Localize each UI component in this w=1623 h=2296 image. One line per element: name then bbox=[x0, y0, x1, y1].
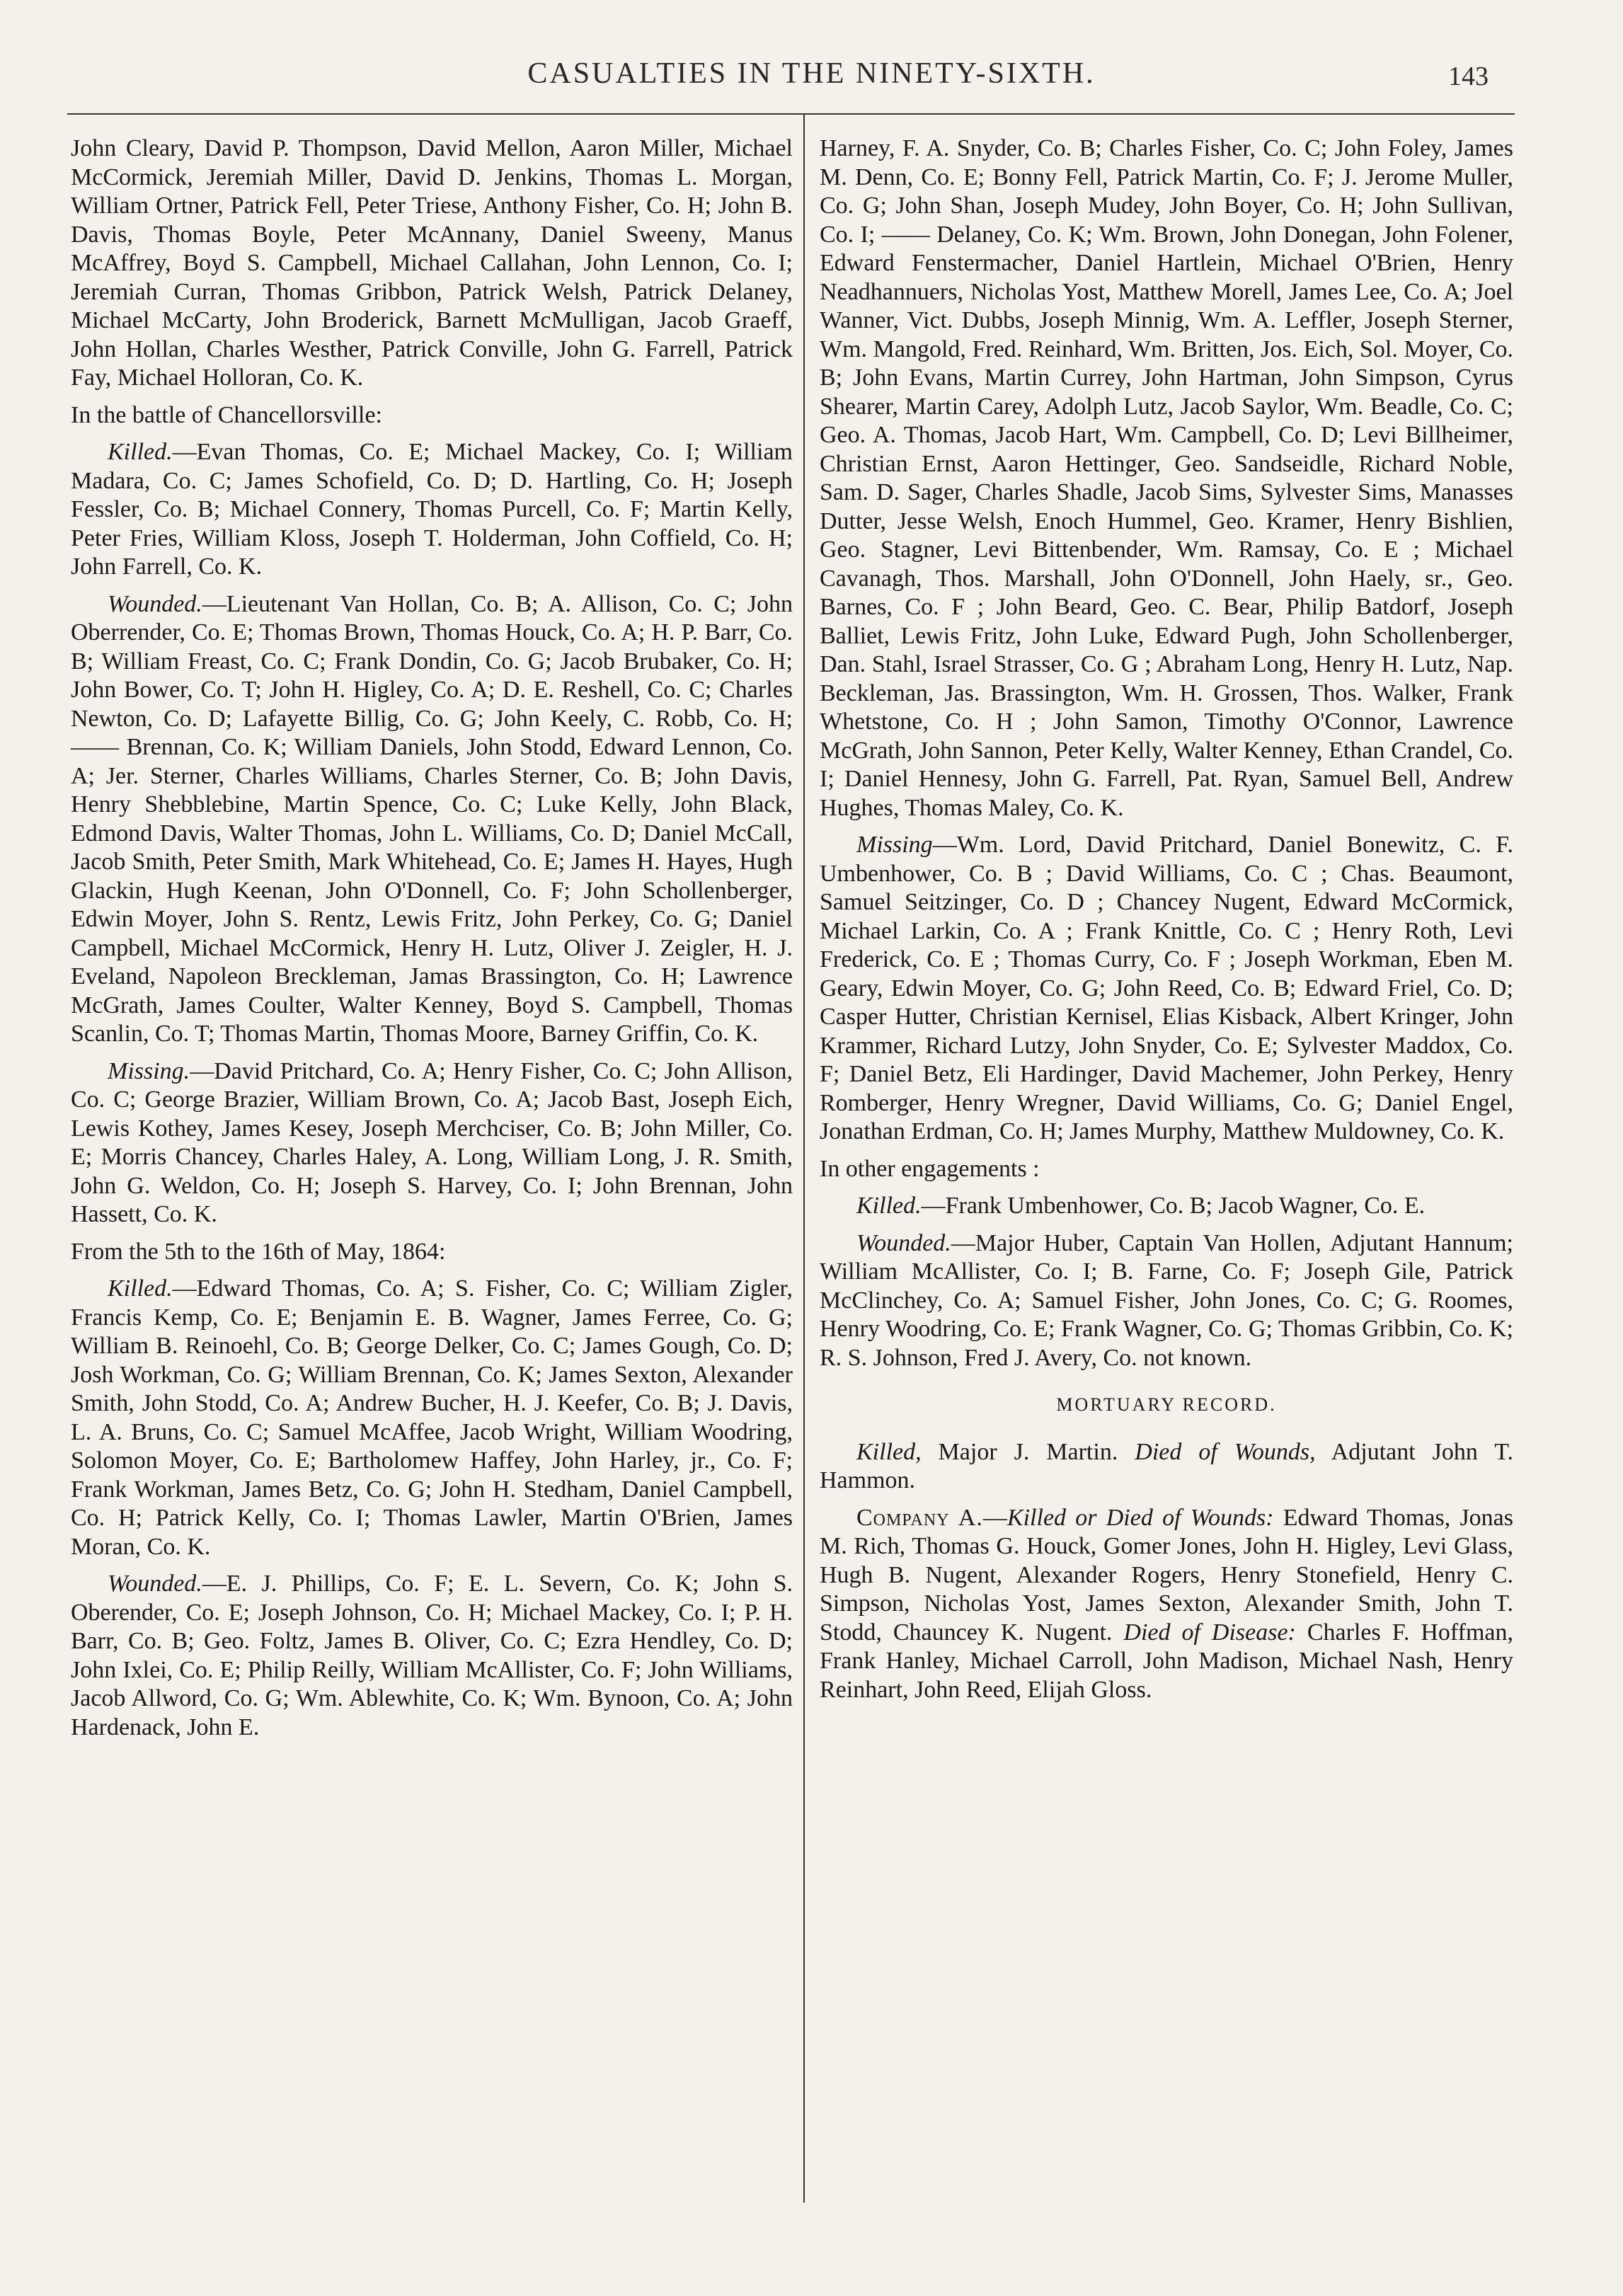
company-a-label: Company A. bbox=[856, 1504, 983, 1531]
killed-label: Killed. bbox=[108, 439, 173, 465]
company-a-killed-text: Edward Thomas, Jonas M. Rich, Thomas G. Houck, Gomer Jones, John H. Higley, Levi Glass, Hugh B. Nugent, Alexander Rogers, Henry Stonefield, Henry C. Simpson, Nicholas Yost, James Sexton, Alexander Smith, John T. Stodd, Chauncey K. Nugent. bbox=[820, 1504, 1513, 1646]
paragraph-continuation bbox=[71, 134, 793, 393]
mortuary-record-heading: MORTUARY RECORD. bbox=[1056, 1394, 1277, 1415]
section-heading-may: From the 5th to the 16th of May, 1864: bbox=[71, 1238, 446, 1265]
paragraph-missing bbox=[71, 1057, 793, 1229]
paragraph-wounded bbox=[71, 590, 793, 1049]
running-header bbox=[0, 50, 1623, 106]
other-wounded-label: Wounded. bbox=[856, 1229, 951, 1256]
running-title: CASUALTIES IN THE NINETY-SIXTH. bbox=[527, 57, 1096, 90]
missing-label: Missing. bbox=[108, 1057, 190, 1084]
mortuary-killed-text: Major J. Martin. bbox=[921, 1438, 1135, 1465]
may-wounded-text: —E. J. Phillips, Co. F; E. L. Severn, Co. K; John S. Oberender, Co. E; Joseph Johnson, Co. H; Michael Mackey, Co. I; P. H. Barr, Co. B; Geo. Foltz, James B. Oliver, Co. C; Ezra Hendley, Co. D; John Ixlei, Co. E; Philip Reilly, William McAllister, Co. F; John Williams, Jacob Allword, Co. G; Wm. Ablewhite, Co. K; Wm. Bynoon, Co. A; John Hardenack, John E. bbox=[71, 1571, 793, 1740]
paragraph-text: John Cleary, David P. Thompson, David Mellon, Aaron Miller, Michael McCormick, Jeremiah Miller, David D. Jenkins, Thomas L. Morgan, William Ortner, Patrick Fell, Peter Triese, Anthony Fisher, Co. H; John B. Davis, Thomas Boyle, Peter McAnnany, Daniel Sweeny, Manus McAffrey, Boyd S. Campbell, Michael Callahan, John Lennon, Co. I; Jeremiah Curran, Thomas Gribbon, Patrick Welsh, Patrick Delaney, Michael McCarty, John Broderick, Barnett McMulligan, Jacob Graeff, John Hollan, Charles Westher, Patrick Conville, John G. Farrell, Patrick Fay, Michael Holloran, Co. K. bbox=[71, 135, 793, 391]
paragraph-text: Harney, F. A. Snyder, Co. B; Charles Fisher, Co. C; John Foley, James M. Denn, Co. E; Bonny Fell, Patrick Martin, Co. F; J. Jerome Muller, Co. G; John Shan, Joseph Mudey, John Boyer, Co. H; John Sullivan, Co. I; —— Delaney, Co. K; Wm. Brown, John Donegan, John Folener, Edward Fenstermacher, Daniel Hartlein, Michael O'Brien, Henry Neadhannuers, Nicholas Yost, Matthew Morell, James Lee, Co. A; Joel Wanner, Vict. Dubbs, Joseph Minnig, Wm. A. Leffler, Joseph Sterner, Wm. Mangold, Fred. Reinhard, Wm. Britten, Jos. Eich, Sol. Moyer, Co. B; John Evans, Martin Currey, John Hartman, John Simpson, Cyrus Shearer, Martin Carey, Adolph Lutz, Jacob Saylor, Wm. Beadle, Co. C; Geo. A. Thomas, Jacob Hart, Wm. Campbell, Co. D; Levi Billheimer, Christian Ernst, Aaron Hettinger, Geo. Sandseidle, Richard Noble, Sam. D. Sager, Charles Shadle, Jacob Sims, Sylvester Sims, Manasses Dutter, Jesse Welsh, Enoch Hummel, Geo. Kramer, Henry Bishlien, Geo. Stagner, Levi Bittenbender, Wm. Ramsay, Co. E ; Michael Cavanagh, Thos. Marshall, John O'Donnell, John Haely, sr., Geo. Barnes, Co. F ; John Beard, Geo. C. Bear, Philip Batdorf, Joseph Balliet, Lewis Fritz, John Luke, Edward Pugh, John Schollenberger, Dan. Stahl, Israel Strasser, Co. G ; Abraham Long, Henry H. Lutz, Nap. Beckleman, Jas. Brassington, Wm. H. Grossen, Thos. Walker, Frank Whetstone, Co. H ; John Samon, Timothy O'Connor, Lawrence McGrath, John Sannon, Peter Kelly, Walter Kenney, Ethan Crandel, Co. I; Daniel Hennesy, John G. Farrell, Pat. Ryan, Samuel Bell, Andrew Hughes, Thomas Maley, Co. K. bbox=[820, 135, 1513, 821]
company-a-killed-label: Killed or Died of Wounds: bbox=[1007, 1504, 1274, 1531]
paragraph-company-a bbox=[820, 1504, 1513, 1705]
mortuary-died-text: Adjutant John T. Hammon. bbox=[820, 1438, 1513, 1493]
paragraph-killed bbox=[71, 438, 793, 582]
header-rule bbox=[67, 113, 1515, 115]
wounded-label: Wounded. bbox=[108, 590, 202, 617]
paragraph-mortuary-officers bbox=[820, 1438, 1513, 1496]
mortuary-killed-label: Killed, bbox=[856, 1438, 922, 1465]
may-killed-text: —Edward Thomas, Co. A; S. Fisher, Co. C; William Zigler, Francis Kemp, Co. E; Benjamin E. B. Wagner, James Ferree, Co. G; William B. Reinoehl, Co. B; George Delker, Co. C; James Gough, Co. D; Josh Workman, Co. G; William Brennan, Co. K; James Sexton, Alexander Smith, John Stodd, Co. A; Andrew Bucher, H. J. Keefer, Co. B; J. Davis, L. A. Bruns, Co. C; Samuel McAffee, Jacob Wright, William Woodring, Solomon Moyer, Co. E; Bartholomew Haffey, John Harley, jr., Co. F; Frank Workman, James Betz, Co. G; John H. Stedham, Daniel Campbell, Co. H; Patrick Kelly, Co. I; Thomas Lawler, Martin O'Brien, James Moran, Co. K. bbox=[71, 1275, 793, 1560]
paragraph-other-killed bbox=[820, 1192, 1513, 1221]
section-heading-chancellorsville: In the battle of Chancellorsville: bbox=[71, 401, 382, 428]
missing-text: —Wm. Lord, David Pritchard, Daniel Bonewitz, C. F. Umbenhower, Co. B ; David Williams, Co. C ; Chas. Beaumont, Samuel Seitzinger, Co. D ; Chancey Nugent, Edward McCormick, Michael Larkin, Co. A ; Frank Knittle, Co. C ; Henry Roth, Levi Frederick, Co. E ; Thomas Curry, Co. F ; Joseph Workman, Eben M. Geary, Edwin Moyer, Co. G; John Reed, Co. B; Edward Friel, Co. D; Casper Hutter, Christian Kernisel, Elias Kisback, Albert Kringer, John Krammer, Richard Lutzy, John Snyder, Co. E; Sylvester Maddox, Co. F; Daniel Betz, Eli Hardinger, David Machemer, John Perkey, Henry Romberger, Henry Wregner, David Williams, Co. G; Daniel Engel, Jonathan Erdman, Co. H; James Murphy, Matthew Muldowney, Co. K. bbox=[820, 832, 1513, 1144]
other-killed-label: Killed. bbox=[856, 1193, 922, 1219]
missing-label: Missing bbox=[856, 832, 933, 858]
other-wounded-text: —Major Huber, Captain Van Hollen, Adjutant Hannum; William McAllister, Co. I; B. Farne, Co. F; Joseph Gile, Patrick McClinchey, Co. A; Samuel Fisher, John Jones, Co. C; G. Roomes, Henry Woodring, Co. E; Frank Wagner, Co. G; Thomas Gribbin, Co. K; R. S. Johnson, Fred J. Avery, Co. not known. bbox=[820, 1229, 1513, 1371]
wounded-text: —Lieutenant Van Hollan, Co. B; A. Allison, Co. C; John Oberrender, Co. E; Thomas Brown, Thomas Houck, Co. A; H. P. Barr, Co. B; William Freast, Co. C; Frank Dondin, Co. G; Jacob Brubaker, Co. H; John Bower, Co. T; John H. Higley, Co. A; D. E. Reshell, Co. C; Charles Newton, Co. D; Lafayette Billig, Co. G; John Keely, C. Robb, Co. H; —— Brennan, Co. K; William Daniels, John Stodd, Edward Lennon, Co. A; Jer. Sterner, Charles Williams, Charles Sterner, Co. B; John Davis, Henry Shebblebine, Martin Spence, Co. C; Luke Kelly, John Black, Edmond Davis, Walter Thomas, John L. Williams, Co. D; Daniel McCall, Jacob Smith, Peter Smith, Mark Whitehead, Co. E; James H. Hayes, Hugh Glackin, Hugh Keenan, John O'Donnell, Co. F; John Schollenberger, Edwin Moyer, John S. Rentz, Lewis Fritz, John Perkey, Co. G; Daniel Campbell, Michael McCormick, Henry H. Lutz, Oliver J. Zeigler, H. J. Eveland, Napoleon Breckleman, Jamas Brassington, Co. H; Lawrence McGrath, James Coulter, Walter Kenney, Boyd S. Campbell, Thomas Scanlin, Co. T; Thomas Martin, Thomas Moore, Barney Griffin, Co. K. bbox=[71, 590, 793, 1047]
may-wounded-label: Wounded. bbox=[108, 1571, 202, 1597]
paragraph-missing-right bbox=[820, 831, 1513, 1147]
company-a-dash: — bbox=[982, 1504, 1007, 1531]
right-column bbox=[820, 134, 1513, 1713]
section-heading-other: In other engagements : bbox=[820, 1155, 1040, 1182]
missing-text: —David Pritchard, Co. A; Henry Fisher, Co. C; John Allison, Co. C; George Brazier, William Brown, Co. A; Jacob Bast, Joseph Eich, Lewis Kothey, James Kesey, Joseph Merchciser, Co. B; John Miller, Co. E; Morris Chancey, Charles Haley, A. Long, William Long, J. R. Smith, John G. Weldon, Co. H; Joseph S. Harvey, Co. I; John Brennan, John Hassett, Co. K. bbox=[71, 1057, 793, 1227]
company-a-disease-text: Charles F. Hoffman, Frank Hanley, Michael Carroll, John Madison, Michael Nash, Henry Reinhart, John Reed, Elijah Gloss. bbox=[820, 1619, 1513, 1703]
mortuary-died-label: Died of Wounds, bbox=[1135, 1438, 1316, 1465]
paragraph-other-wounded bbox=[820, 1229, 1513, 1373]
other-killed-text: —Frank Umbenhower, Co. B; Jacob Wagner, Co. E. bbox=[921, 1193, 1426, 1219]
paragraph-continuation-right bbox=[820, 134, 1513, 822]
left-column bbox=[71, 134, 793, 1750]
page-number: 143 bbox=[1448, 62, 1489, 91]
killed-text: —Evan Thomas, Co. E; Michael Mackey, Co. I; William Madara, Co. C; James Schofield, Co. D; D. Hartling, Co. H; Joseph Fessler, Co. B; Michael Connery, Thomas Purcell, Co. F; Martin Kelly, Peter Fries, William Kloss, Joseph T. Holderman, John Coffield, Co. H; John Farrell, Co. K. bbox=[71, 439, 793, 580]
column-divider bbox=[803, 115, 805, 2203]
paragraph-may-killed bbox=[71, 1275, 793, 1561]
may-killed-label: Killed. bbox=[108, 1275, 173, 1302]
paragraph-may-wounded bbox=[71, 1570, 793, 1742]
company-a-disease-label: Died of Disease: bbox=[1123, 1619, 1296, 1646]
